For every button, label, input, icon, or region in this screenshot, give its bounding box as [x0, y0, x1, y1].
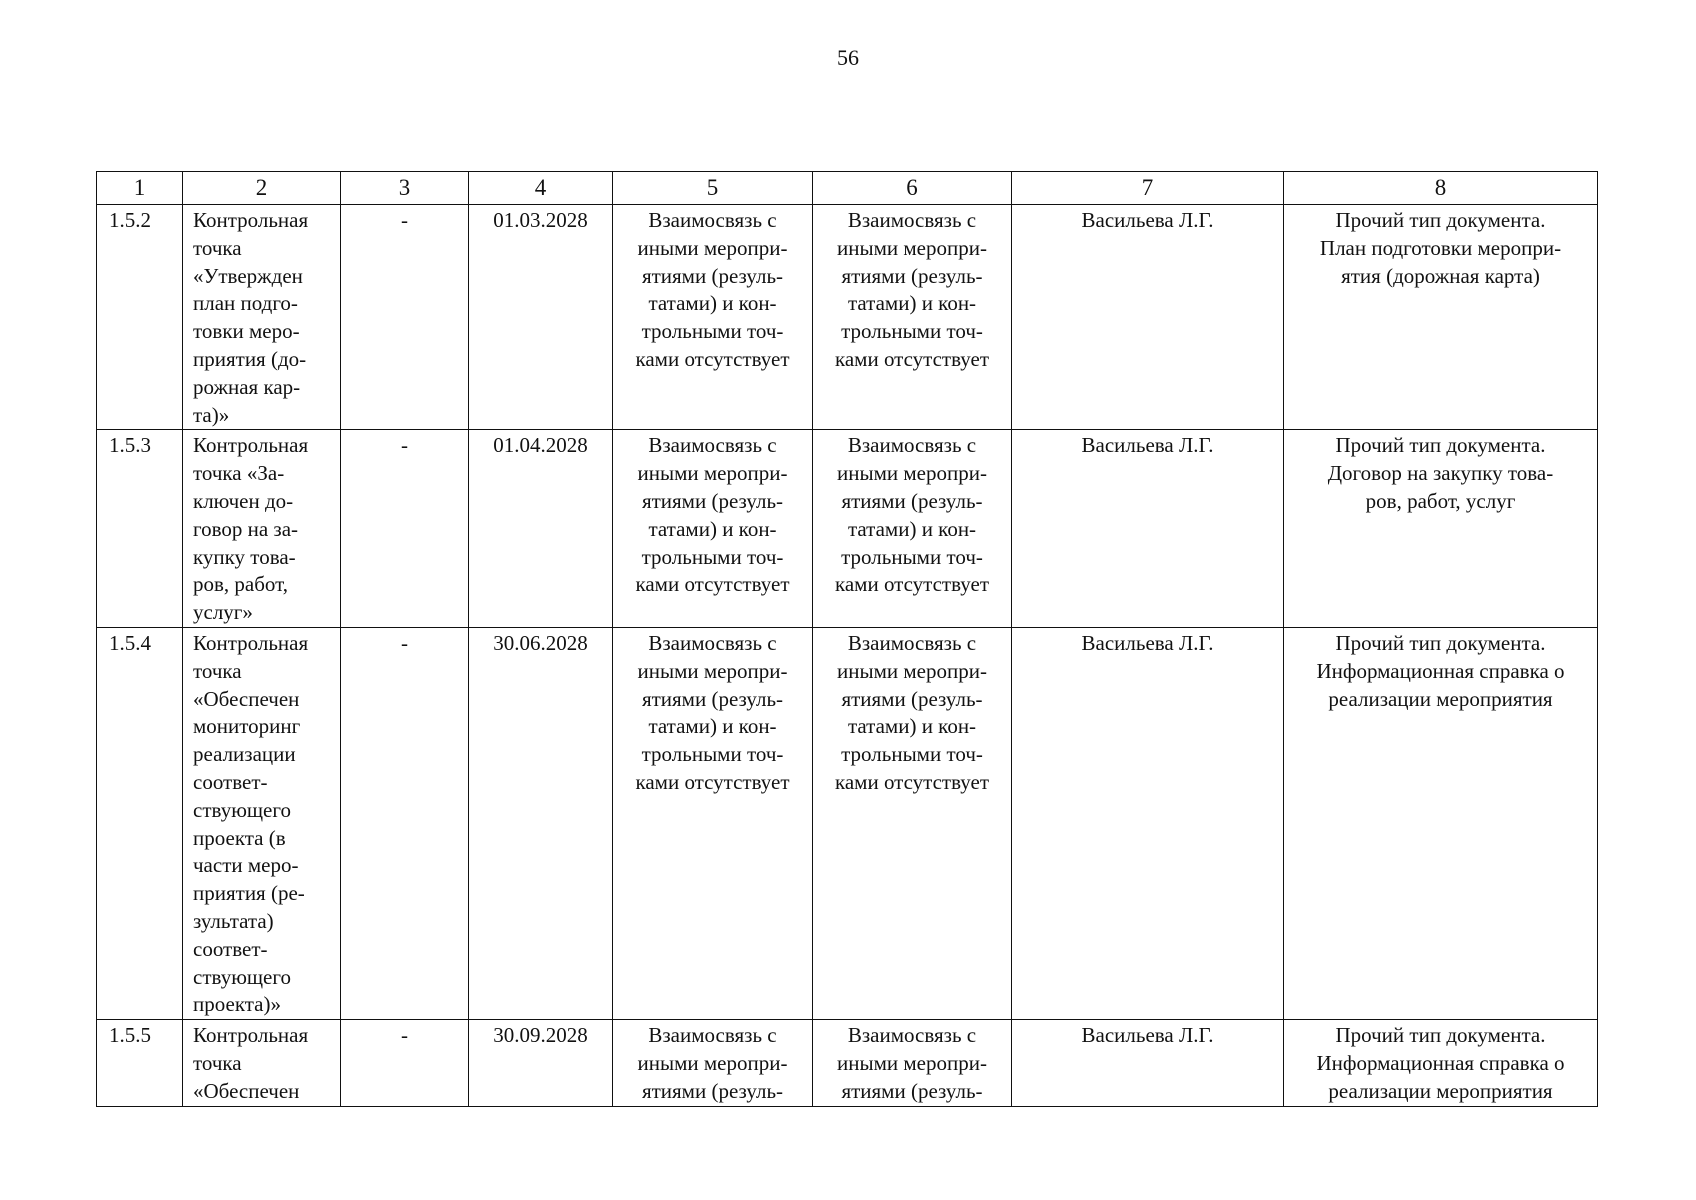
- column-header: 8: [1284, 172, 1598, 205]
- control-point-name: Контрольная точка «Утвержден план подго- товки меро- приятия (до- рожная кар- та)»: [193, 208, 309, 427]
- document-text: Прочий тип документа. Информационная справка о реализации мероприятия: [1316, 630, 1565, 711]
- date-cell: [469, 627, 613, 1019]
- column-3-value: -: [401, 433, 408, 458]
- responsible-cell: [1012, 1020, 1284, 1106]
- relation-text: Взаимосвязь с иными меропри- ятиями (резуль- татами) и кон- трольными точ- ками отсутствует: [834, 630, 990, 794]
- relation-text: Взаимосвязь с иными меропри- ятиями (резуль-: [837, 1023, 987, 1103]
- control-point-name-cell: [183, 1020, 341, 1106]
- responsible-cell: [1012, 627, 1284, 1019]
- row-number-cell: [97, 627, 183, 1019]
- relation-text: Взаимосвязь с иными меропри- ятиями (резуль- татами) и кон- трольными точ- ками отсутствует: [635, 630, 790, 794]
- relation-text: Взаимосвязь с иными меропри- ятиями (резуль- татами) и кон- трольными точ- ками отсутствует: [834, 208, 990, 371]
- control-point-name: Контрольная точка «Обеспечен: [193, 1023, 309, 1103]
- column-header: 1: [97, 172, 183, 205]
- relation-cell: [813, 627, 1012, 1019]
- column-3-value: -: [401, 630, 408, 655]
- column-header: 3: [341, 172, 469, 205]
- responsible-cell: [1012, 205, 1284, 430]
- relation-cell: [813, 1020, 1012, 1106]
- relation-cell: [613, 1020, 813, 1106]
- relation-cell: [613, 627, 813, 1019]
- document-cell: [1284, 205, 1598, 430]
- responsible-cell: [1012, 430, 1284, 628]
- relation-cell: [613, 205, 813, 430]
- column-3-cell: [341, 1020, 469, 1106]
- document-text: Прочий тип документа. Информационная справка о реализации мероприятия: [1316, 1023, 1565, 1103]
- row-number-cell: [97, 430, 183, 628]
- date-cell: [469, 205, 613, 430]
- table-row: [97, 1020, 1598, 1106]
- row-number: 1.5.2: [109, 208, 151, 232]
- relation-text: Взаимосвязь с иными меропри- ятиями (резуль- татами) и кон- трольными точ- ками отсутствует: [635, 208, 790, 371]
- document-text: Прочий тип документа. План подготовки меропри- ятия (дорожная карта): [1319, 208, 1562, 288]
- row-number-cell: [97, 1020, 183, 1106]
- document-cell: [1284, 1020, 1598, 1106]
- date-cell: [469, 430, 613, 628]
- date-value: 30.06.2028: [493, 630, 588, 655]
- date-value: 30.09.2028: [493, 1023, 588, 1048]
- date-value: 01.04.2028: [493, 433, 588, 458]
- responsible-name: Васильева Л.Г.: [1081, 1023, 1214, 1048]
- control-point-name-cell: [183, 430, 341, 628]
- relation-text: Взаимосвязь с иными меропри- ятиями (резуль- татами) и кон- трольными точ- ками отсутствует: [635, 433, 790, 597]
- control-point-name: Контрольная точка «За- ключен до- говор на за- купку това- ров, работ, услуг»: [193, 433, 309, 625]
- table-row: [97, 430, 1598, 628]
- control-point-name-cell: [183, 205, 341, 430]
- column-3-cell: [341, 205, 469, 430]
- date-value: 01.03.2028: [493, 208, 588, 232]
- page-number: 56: [837, 45, 859, 70]
- column-header: 5: [613, 172, 813, 205]
- row-number: 1.5.4: [109, 630, 151, 655]
- relation-text: Взаимосвязь с иными меропри- ятиями (резуль- татами) и кон- трольными точ- ками отсутствует: [834, 433, 990, 597]
- control-points-table: [96, 171, 1598, 1107]
- row-number-cell: [97, 205, 183, 430]
- document-text: Прочий тип документа. Договор на закупку това- ров, работ, услуг: [1327, 433, 1554, 513]
- column-header: 2: [183, 172, 341, 205]
- column-3-value: -: [401, 208, 408, 232]
- responsible-name: Васильева Л.Г.: [1081, 433, 1214, 458]
- row-number: 1.5.3: [109, 433, 151, 458]
- column-header: 4: [469, 172, 613, 205]
- responsible-name: Васильева Л.Г.: [1081, 208, 1214, 232]
- row-number: 1.5.5: [109, 1023, 151, 1048]
- column-3-value: -: [401, 1023, 408, 1048]
- responsible-name: Васильева Л.Г.: [1081, 630, 1214, 655]
- relation-cell: [813, 205, 1012, 430]
- date-cell: [469, 1020, 613, 1106]
- document-cell: [1284, 430, 1598, 628]
- column-3-cell: [341, 430, 469, 628]
- control-point-name-cell: [183, 627, 341, 1019]
- column-header: 7: [1012, 172, 1284, 205]
- relation-cell: [613, 430, 813, 628]
- relation-text: Взаимосвязь с иными меропри- ятиями (резуль-: [637, 1023, 788, 1103]
- control-point-name: Контрольная точка «Обеспечен мониторинг реализации соответ- ствующего проекта (в части меро- приятия (ре- зультата) соответ- ствующего проекта)»: [193, 630, 309, 1017]
- document-cell: [1284, 627, 1598, 1019]
- table-row: [97, 205, 1598, 430]
- table-row: [97, 627, 1598, 1019]
- column-3-cell: [341, 627, 469, 1019]
- column-header: 6: [813, 172, 1012, 205]
- table-header-row: [97, 172, 1598, 205]
- relation-cell: [813, 430, 1012, 628]
